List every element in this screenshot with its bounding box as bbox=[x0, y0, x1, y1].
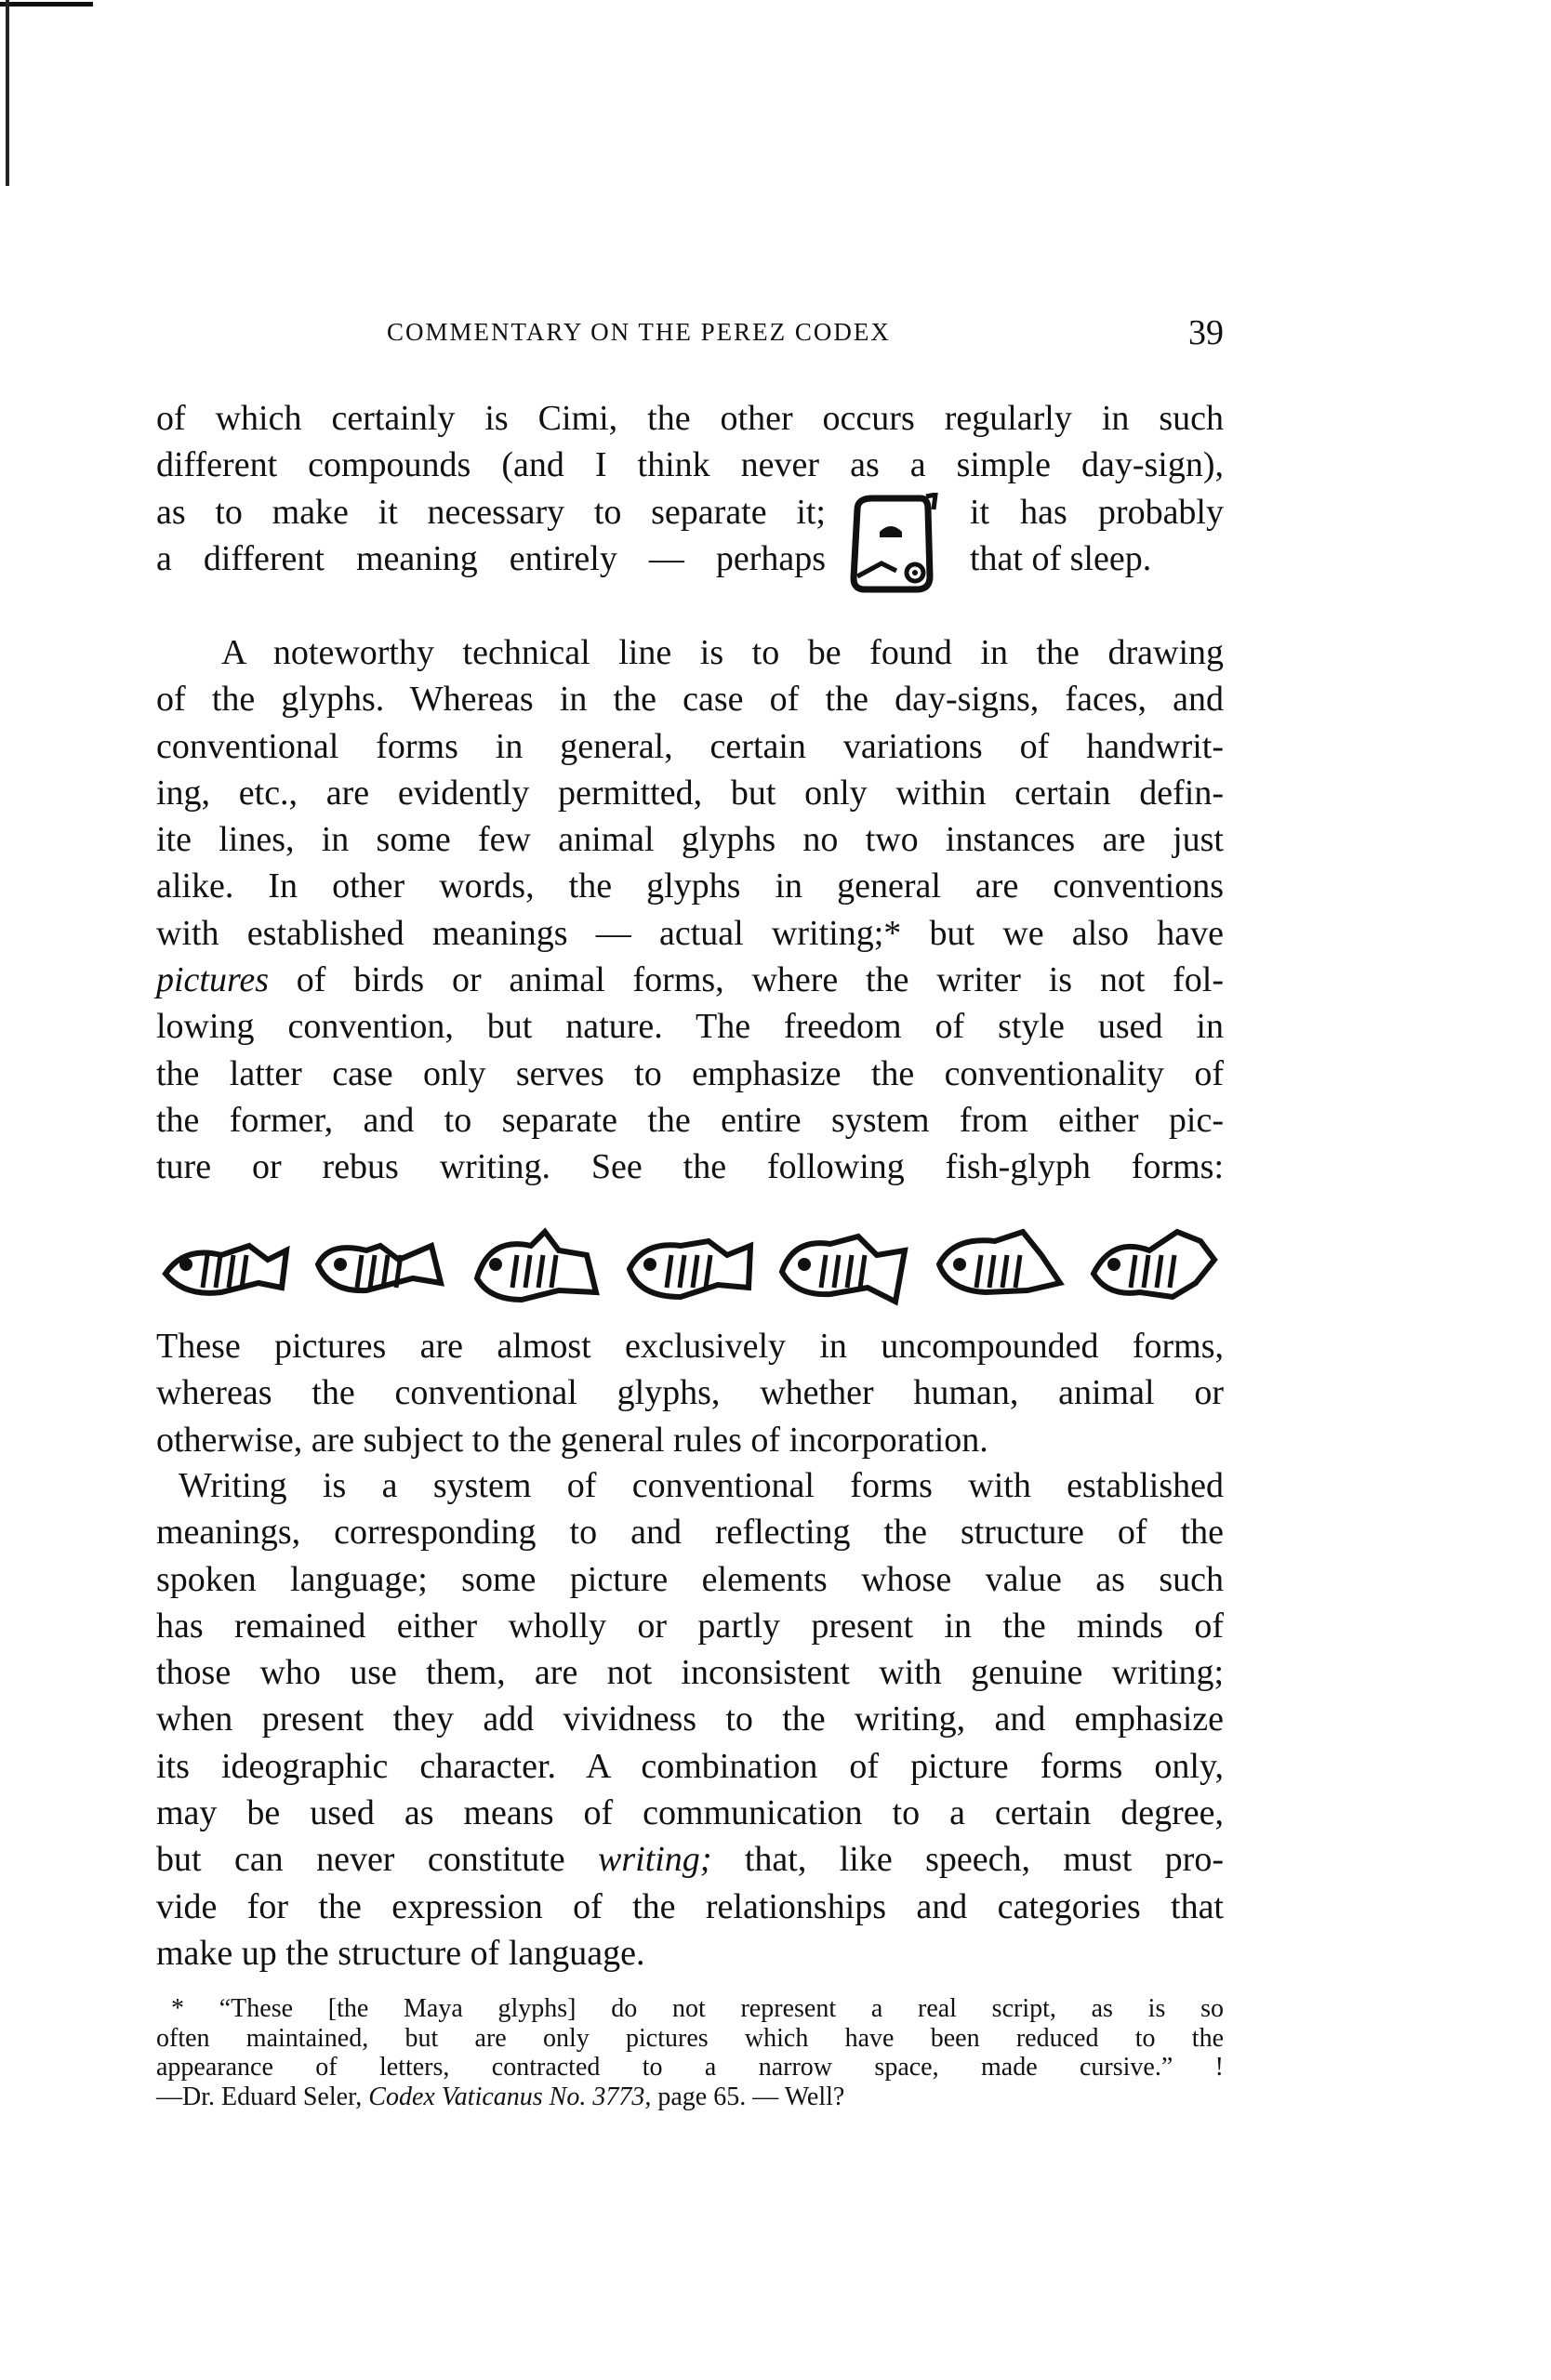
text-line bbox=[156, 1003, 1224, 1050]
text: whereas the conventional glyphs, whether human, animal or bbox=[156, 1373, 1224, 1413]
text-line-with-glyph bbox=[156, 536, 1224, 582]
text-line bbox=[156, 1836, 1224, 1883]
fish-glyph-icon bbox=[156, 1218, 296, 1311]
text: its ideographic character. A combination of picture forms only, bbox=[156, 1746, 1224, 1786]
paragraph-4 bbox=[156, 1462, 1224, 1977]
text: but can never constitute bbox=[156, 1840, 598, 1880]
text-line bbox=[156, 957, 1224, 1003]
fish-glyph-icon bbox=[620, 1218, 760, 1311]
fish-glyph-row bbox=[156, 1213, 1224, 1316]
text-line bbox=[156, 1051, 1224, 1097]
running-title: COMMENTARY ON THE PEREZ CODEX bbox=[387, 318, 891, 346]
text-line bbox=[156, 1462, 1224, 1509]
footnote bbox=[156, 1994, 1224, 2111]
text: Writing is a system of conventional forms with established bbox=[179, 1466, 1224, 1505]
text: vide for the expression of the relationships and categories that bbox=[156, 1886, 1224, 1926]
page-header bbox=[156, 312, 1224, 353]
text: conventional forms in general, certain variations of handwrit- bbox=[156, 726, 1224, 766]
text-line bbox=[156, 910, 1224, 957]
text-line bbox=[156, 723, 1224, 770]
text: A noteworthy technical line is to be found in the drawing bbox=[221, 633, 1224, 672]
fish-glyph-icon bbox=[775, 1218, 914, 1311]
fish-glyph-icon bbox=[311, 1218, 450, 1311]
text: make up the structure of language. bbox=[156, 1933, 645, 1973]
fish-glyph-icon bbox=[1084, 1218, 1224, 1311]
text: These pictures are almost exclusively in uncompounded forms, bbox=[156, 1327, 1224, 1366]
scan-corner-mark-vertical bbox=[6, 0, 9, 186]
italic-text: pictures bbox=[156, 960, 270, 1000]
text: has remained either wholly or partly present in the minds of bbox=[156, 1606, 1224, 1646]
text-line: of which certainly is Cimi, the other occurs regularly in such bbox=[156, 399, 1224, 438]
fish-glyph-icon bbox=[930, 1218, 1069, 1311]
scan-corner-mark bbox=[0, 2, 93, 7]
page-number: 39 bbox=[1188, 313, 1224, 352]
text: —Dr. Eduard Seler, bbox=[156, 2082, 369, 2111]
text-line bbox=[156, 1369, 1224, 1416]
paragraph-1 bbox=[156, 395, 1224, 582]
text-line bbox=[156, 1323, 1224, 1369]
text: lowing convention, but nature. The freedom of style used in bbox=[156, 1007, 1224, 1047]
text-line bbox=[156, 1509, 1224, 1555]
text-line bbox=[156, 1884, 1224, 1930]
text-line bbox=[156, 1696, 1224, 1742]
text-line bbox=[156, 1743, 1224, 1790]
text: spoken language; some picture elements whose value as such bbox=[156, 1559, 1224, 1599]
text: those who use them, are not inconsistent with genuine writing; bbox=[156, 1653, 1224, 1693]
text-line bbox=[156, 2082, 1224, 2112]
text-right: it has probably bbox=[970, 492, 1224, 532]
text-line bbox=[156, 1097, 1224, 1144]
fish-glyph-icon bbox=[466, 1218, 605, 1311]
text-line bbox=[156, 770, 1224, 816]
text: often maintained, but are only pictures which have been reduced to the bbox=[156, 2023, 1224, 2053]
text: meanings, corresponding to and reflecting the structure of the bbox=[156, 1513, 1224, 1553]
text-line bbox=[156, 629, 1224, 676]
text: may be used as means of communication to a certain degree, bbox=[156, 1793, 1224, 1833]
text: when present they add vividness to the writing, and emphasize bbox=[156, 1699, 1224, 1739]
text: * “These [the Maya glyphs] do not represent a real script, as is so bbox=[171, 1994, 1224, 2023]
italic-text: writing; bbox=[598, 1840, 712, 1880]
text-line bbox=[156, 2053, 1224, 2082]
text: of birds or animal forms, where the writer is not fol- bbox=[269, 960, 1224, 1000]
sleep-glyph-icon bbox=[844, 493, 941, 595]
text-line bbox=[156, 2024, 1224, 2054]
text-line bbox=[156, 1556, 1224, 1603]
text-line bbox=[156, 1790, 1224, 1836]
text-line bbox=[156, 676, 1224, 722]
text-line bbox=[156, 1144, 1224, 1190]
text-line bbox=[156, 816, 1224, 863]
text-left: as to make it necessary to separate it; bbox=[156, 492, 826, 532]
italic-text: Codex Vaticanus No. 3773, bbox=[368, 2082, 652, 2111]
text-line-with-glyph bbox=[156, 489, 1224, 536]
text-line bbox=[156, 1649, 1224, 1696]
text: ing, etc., are evidently permitted, but only within certain defin- bbox=[156, 773, 1224, 813]
text: the latter case only serves to emphasize the conventionality of bbox=[156, 1053, 1224, 1093]
text-line bbox=[156, 1417, 1224, 1463]
text-line bbox=[156, 1930, 1224, 1977]
text: with established meanings — actual writing;* but we also have bbox=[156, 913, 1224, 953]
text: ite lines, in some few animal glyphs no two instances are just bbox=[156, 820, 1224, 860]
text-left: a different meaning entirely — perhaps bbox=[156, 538, 826, 578]
paragraph-2 bbox=[156, 629, 1224, 1191]
text-line bbox=[156, 1994, 1224, 2024]
text-line: different compounds (and I think never as a simple day-sign), bbox=[156, 445, 1224, 485]
text: page 65. — Well? bbox=[651, 2082, 845, 2111]
text: ture or rebus writing. See the following fish-glyph forms: bbox=[156, 1147, 1224, 1187]
text: otherwise, are subject to the general rules of incorporation. bbox=[156, 1420, 988, 1460]
text-right: that of sleep. bbox=[970, 538, 1152, 578]
text-line bbox=[156, 863, 1224, 909]
text: of the glyphs. Whereas in the case of the day-signs, faces, and bbox=[156, 680, 1224, 720]
paragraph-3 bbox=[156, 1323, 1224, 1463]
text: that, like speech, must pro- bbox=[711, 1840, 1224, 1880]
text: appearance of letters, contracted to a narrow space, made cursive.” ! bbox=[156, 2053, 1224, 2082]
text: the former, and to separate the entire system from either pic- bbox=[156, 1100, 1224, 1140]
text-line bbox=[156, 1603, 1224, 1649]
text: alike. In other words, the glyphs in general are conventions bbox=[156, 866, 1224, 906]
